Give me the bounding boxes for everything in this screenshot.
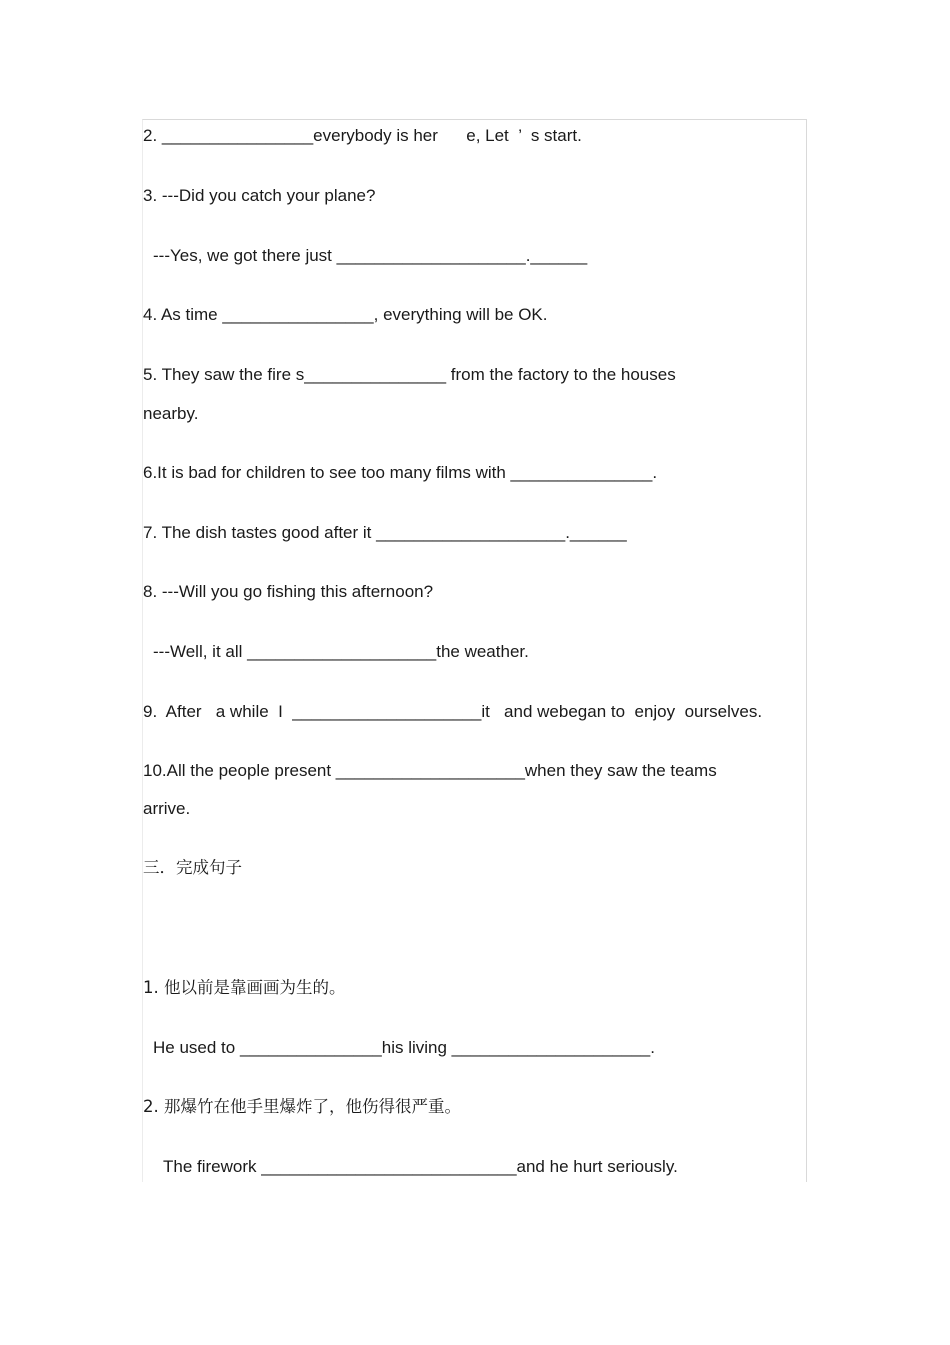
- sentence-1-chinese: 1. 他以前是靠画画为生的。: [143, 978, 346, 997]
- question-7: 7. The dish tastes good after it ____________________.______: [143, 523, 627, 542]
- sentence-1-english: He used to _______________his living _____________________.: [153, 1038, 655, 1057]
- question-3-answer: ---Yes, we got there just ____________________.______: [153, 246, 588, 265]
- question-9: 9. After a while I ____________________it and webegan to enjoy ourselves.: [143, 702, 763, 721]
- sentence-2-english: The firework ___________________________and he hurt seriously.: [163, 1157, 678, 1176]
- question-6: 6.It is bad for children to see too many films with _______________.: [143, 463, 658, 482]
- section-heading: 三．完成句子: [143, 858, 242, 877]
- question-10-continued: arrive.: [143, 799, 191, 818]
- question-2: 2. ________________everybody is her e, Let ’ s start.: [143, 126, 582, 145]
- question-3: 3. ---Did you catch your plane?: [143, 186, 376, 205]
- question-5-continued: nearby.: [143, 404, 199, 423]
- question-8-answer: ---Well, it all ____________________the weather.: [153, 642, 529, 661]
- question-4: 4. As time ________________, everything will be OK.: [143, 305, 548, 324]
- sentence-2-chinese: 2. 那爆竹在他手里爆炸了，他伤得很严重。: [143, 1097, 461, 1116]
- question-8: 8. ---Will you go fishing this afternoon?: [143, 582, 434, 601]
- question-5: 5. They saw the fire s_______________ from the factory to the houses: [143, 365, 676, 384]
- question-10: 10.All the people present ____________________when they saw the teams: [143, 761, 717, 780]
